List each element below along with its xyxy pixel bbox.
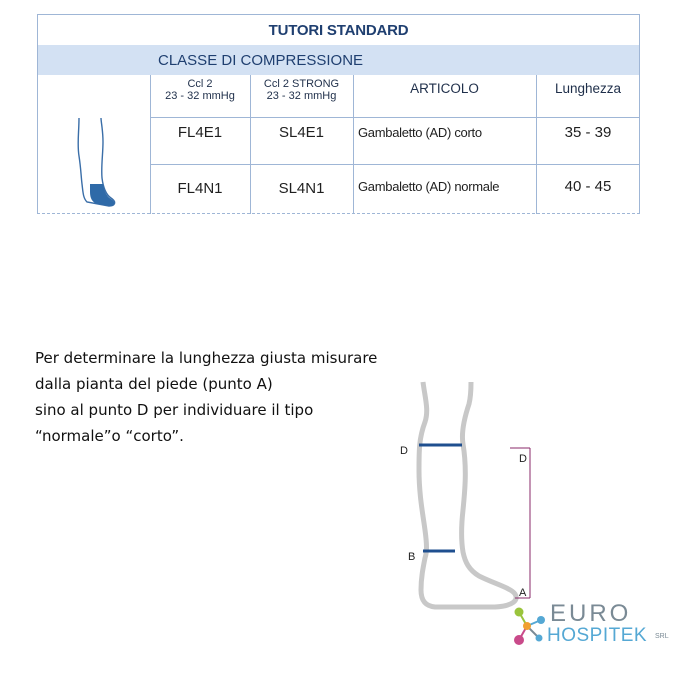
cell-articolo: Gambaletto (AD) normale xyxy=(358,179,500,194)
paragraph-line: sino al punto D per individuare il tipo xyxy=(35,401,314,419)
logo-word-hospitek: HOSPITEK xyxy=(547,625,648,646)
table-title-row xyxy=(37,14,640,45)
paragraph-line: “normale”o “corto”. xyxy=(35,427,184,445)
label-a: A xyxy=(519,587,527,599)
paragraph-line: Per determinare la lunghezza giusta misurare xyxy=(35,349,378,367)
label-b: B xyxy=(408,551,416,563)
knee-sock-icon xyxy=(65,114,125,209)
table-border-bottom xyxy=(37,213,640,215)
leg-measurement-diagram xyxy=(395,380,555,620)
table-border-left xyxy=(37,45,38,214)
logo-suffix: SRL xyxy=(655,633,669,640)
table-subtitle-row xyxy=(37,45,640,75)
column-header-ccl2: Ccl 2 23 - 32 mmHg xyxy=(165,78,235,102)
leg-outline xyxy=(419,382,516,607)
cell-strong: SL4N1 xyxy=(278,180,325,197)
table-subtitle: CLASSE DI COMPRESSIONE xyxy=(158,52,364,69)
compression-table xyxy=(37,14,640,214)
cell-ccl2: FL4E1 xyxy=(177,124,223,141)
paragraph-line: dalla pianta del piede (punto A) xyxy=(35,375,273,393)
table-title: TUTORI STANDARD xyxy=(268,22,409,39)
eurohospitek-logo xyxy=(505,600,675,655)
column-header-lunghezza: Lunghezza xyxy=(554,81,622,96)
molecule-icon xyxy=(505,602,553,650)
label-d-left: D xyxy=(400,445,408,457)
cell-lunghezza: 35 - 39 xyxy=(564,124,612,141)
cell-strong: SL4E1 xyxy=(278,124,325,141)
label-d-right: D xyxy=(519,453,527,465)
column-header-articolo: ARTICOLO xyxy=(410,81,479,96)
row-divider xyxy=(150,164,640,165)
cell-articolo: Gambaletto (AD) corto xyxy=(358,125,482,140)
column-header-ccl2-strong: Ccl 2 STRONG 23 - 32 mmHg xyxy=(263,78,340,102)
cell-ccl2: FL4N1 xyxy=(177,180,223,197)
cell-lunghezza: 40 - 45 xyxy=(564,178,612,195)
measurement-instructions xyxy=(35,345,395,449)
logo-word-euro: EURO xyxy=(550,600,632,627)
